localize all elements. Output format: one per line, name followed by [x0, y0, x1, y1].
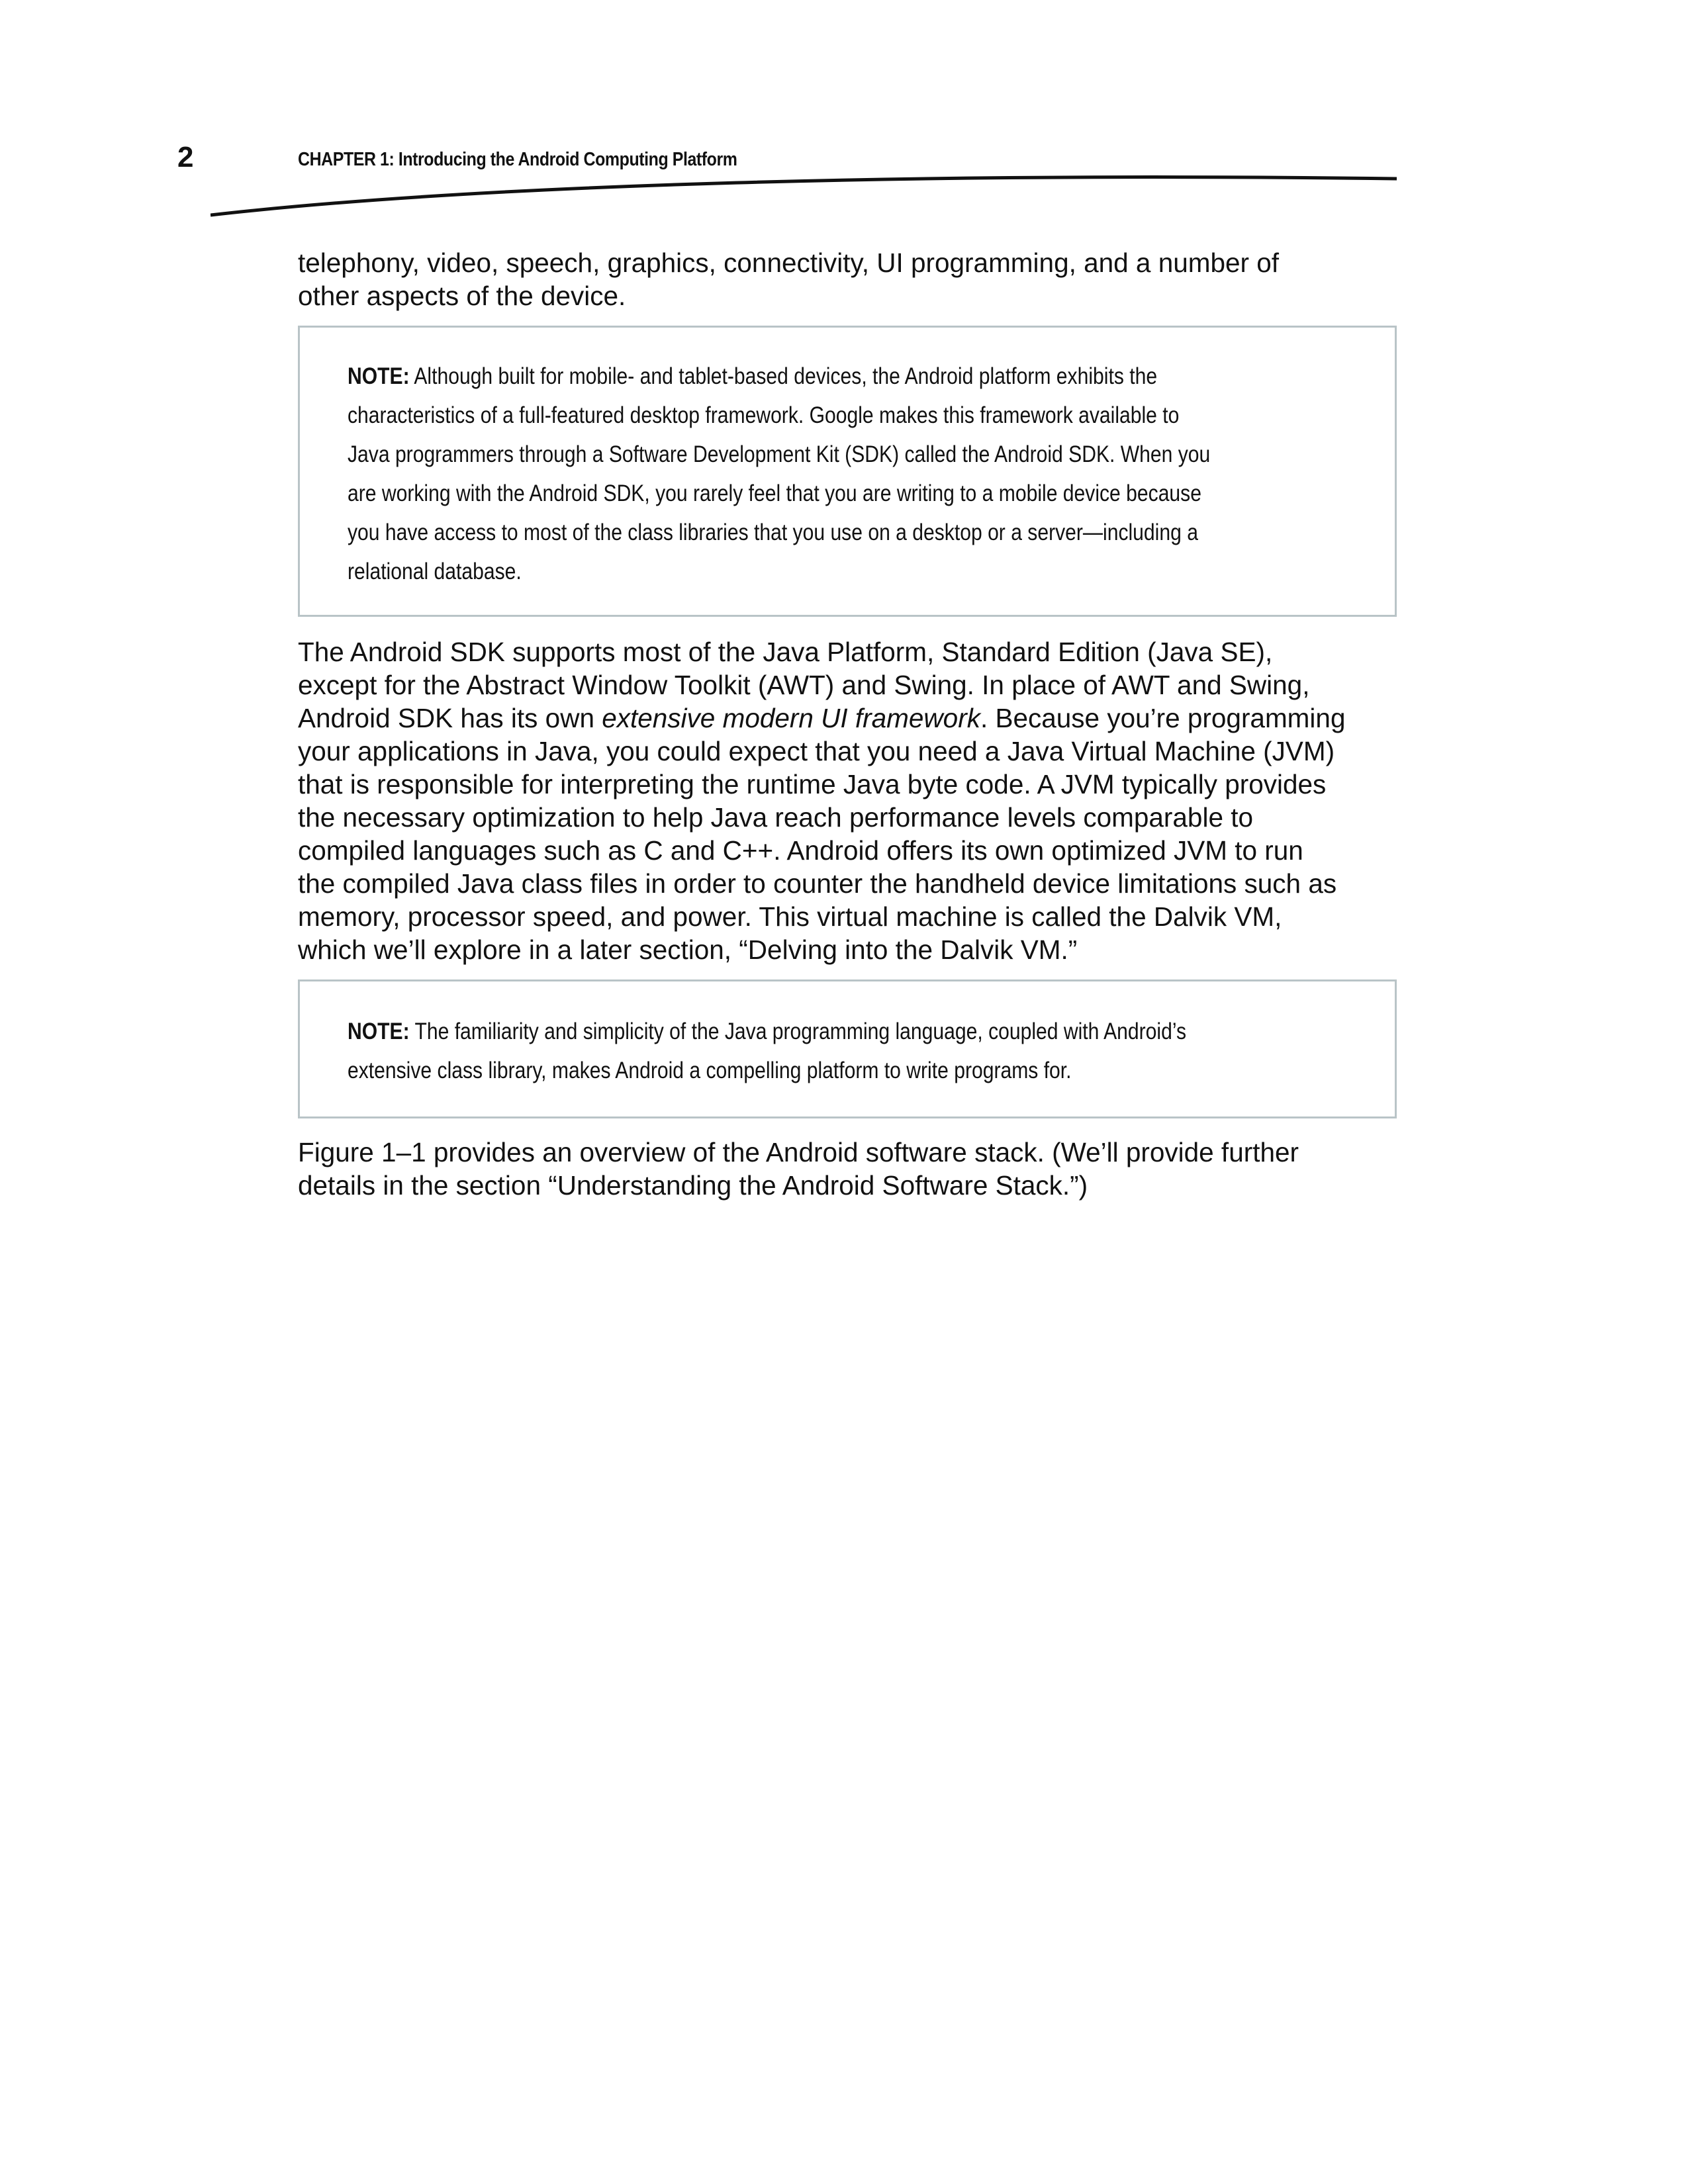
paragraph-java-se-part1: The Android SDK supports most of the Java Platform, Standard Edition (Java SE), except for the Abstract Window Toolkit (AWT) and Swing. In place of AWT and Swing, Android SDK has its own: [298, 637, 1310, 733]
running-head: CHAPTER 1: Introducing the Android Computing Platform: [298, 149, 737, 170]
note-label: NOTE:: [348, 1019, 410, 1044]
paragraph-java-se-emphasis: extensive modern UI framework: [602, 703, 980, 733]
note-body: The familiarity and simplicity of the Java programming language, coupled with Android’s extensive class library, makes Android a compelling platform to write programs for.: [348, 1019, 1187, 1083]
note-box-sdk: [298, 326, 1397, 617]
note-text-sdk: [348, 357, 1355, 591]
note-text-java: [348, 1012, 1355, 1090]
note-body: Although built for mobile- and tablet-based devices, the Android platform exhibits the characteristics of a full-featured desktop framework. Google makes this framework available to Java programmers through a Software Development Kit (SDK) called the Android SDK. When you are working with the Android SDK, you rarely feel that you are writing to a mobile device because you have access to most of the class libraries that you use on a desktop or a server—including a relational database.: [348, 363, 1211, 584]
header-rule: [211, 169, 1397, 222]
page-content: [298, 246, 1397, 1202]
paragraph-java-se-part2: . Because you’re programming your applications in Java, you could expect that you need a Java Virtual Machine (JVM) that is responsible for interpreting the runtime Java byte code. A JVM typically provides the necessary optimization to help Java reach performance levels comparable to compiled languages such as C and C++. Android offers its own optimized JVM to run the compiled Java class files in order to counter the handheld device limitations such as memory, processor speed, and power. This virtual machine is called the Dalvik VM, which we’ll explore in a later section, “Delving into the Dalvik VM.”: [298, 703, 1346, 965]
paragraph-figure-ref: Figure 1–1 provides an overview of the Android software stack. (We’ll provide further details in the section “Understanding the Android Software Stack.”): [298, 1137, 1299, 1201]
page-number: 2: [177, 141, 194, 173]
note-box-java: [298, 979, 1397, 1118]
note-label: NOTE:: [348, 363, 410, 389]
paragraph-intro: telephony, video, speech, graphics, connectivity, UI programming, and a number of other aspects of the device.: [298, 248, 1280, 311]
paragraph-java-se: [298, 635, 1397, 966]
